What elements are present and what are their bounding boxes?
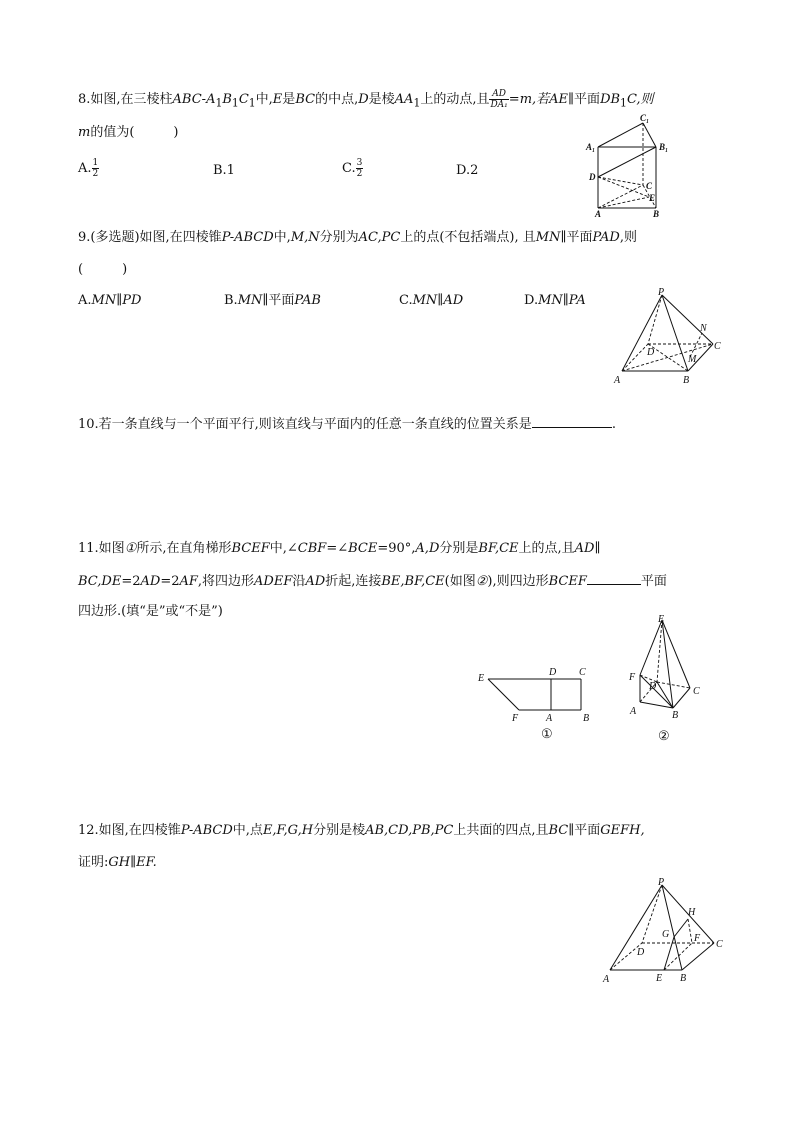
- q8-option-c[interactable]: [342, 158, 363, 179]
- q12-text: 分别是棱: [313, 823, 366, 838]
- q11-text: 平面: [640, 574, 667, 589]
- vertex-label-f: F: [694, 933, 701, 944]
- subscript: 1: [231, 96, 239, 110]
- q8-ratio-fraction: [489, 89, 508, 110]
- q8-math: m: [78, 125, 91, 140]
- q11-math: CBF: [297, 541, 327, 556]
- q8-text: 中,: [255, 92, 273, 107]
- q8-math: =m,若: [508, 92, 550, 107]
- hidden-edge: [688, 919, 692, 943]
- figure-caption-2: ②: [658, 728, 670, 743]
- answer-blank[interactable]: [532, 415, 612, 428]
- q11-math: A,D: [415, 541, 440, 556]
- q8-text: 8.如图,在三棱柱: [78, 92, 173, 107]
- vertex-label-h: H: [688, 907, 696, 918]
- vertex-label-e: E: [478, 673, 485, 684]
- vertex-label-c: C: [693, 686, 700, 697]
- subscript: 1: [413, 96, 421, 110]
- vertex-label-a: A: [614, 375, 621, 386]
- edge: [662, 295, 713, 344]
- option-fraction: [356, 158, 364, 179]
- vertex-label-e: E: [649, 193, 656, 203]
- vertex-label-d: D: [649, 681, 657, 692]
- vertex-label-a: A: [603, 974, 610, 985]
- vertex-label-p: P: [658, 877, 665, 888]
- subscript: 1: [248, 96, 256, 110]
- hidden-edge: [598, 177, 643, 185]
- q9-math: P-ABCD: [221, 230, 274, 245]
- vertex-label-c1: C₁: [640, 113, 650, 123]
- q9-option-a[interactable]: [78, 292, 141, 310]
- option-fraction: [92, 158, 100, 179]
- q11-text: (如图: [444, 574, 476, 589]
- q12-text: 证明:: [78, 855, 109, 870]
- q9-text: 分别为: [319, 230, 359, 245]
- option-label: D.2: [456, 163, 479, 178]
- q8-prism-figure: [585, 113, 685, 218]
- vertex-label-g: G: [662, 929, 670, 940]
- q12-line1: [78, 822, 645, 840]
- edge: [662, 885, 682, 970]
- option-math: PAB: [294, 293, 321, 308]
- q8-text: 上的动点,且: [420, 92, 490, 107]
- fraction-numerator: 3: [356, 158, 363, 168]
- option-math: MN∥AD: [412, 293, 464, 308]
- hidden-edge: [642, 885, 662, 943]
- q11-math: ①: [124, 541, 137, 556]
- q12-text: 12.如图,在四棱锥: [78, 823, 181, 838]
- q8-math: BC: [295, 92, 316, 107]
- edge: [682, 943, 714, 970]
- q8-math: C: [238, 92, 249, 107]
- q9-text: ∥平面: [560, 230, 593, 245]
- vertex-label-c: C: [716, 939, 723, 950]
- q11-figure-2: [627, 610, 712, 745]
- q11-text: =90°,: [377, 541, 416, 556]
- vertex-label-a1: A₁: [586, 142, 596, 152]
- vertex-label-e: E: [656, 973, 663, 984]
- q8-math: AA: [394, 92, 414, 107]
- q11-math: AD: [574, 541, 595, 556]
- option-text: ∥平面: [262, 293, 295, 308]
- option-label: A.: [78, 161, 92, 176]
- vertex-label-f: F: [512, 713, 519, 724]
- q11-text: 折起,连接: [325, 574, 382, 589]
- q8-text: 是棱: [368, 92, 395, 107]
- q11-text: ,将四边形: [197, 574, 255, 589]
- q12-text: ∥: [130, 855, 137, 870]
- vertex-label-a: A: [630, 706, 637, 717]
- q8-line2: [78, 124, 178, 142]
- edge: [662, 295, 688, 371]
- vertex-label-d: D: [637, 947, 645, 958]
- hidden-edge: [622, 344, 713, 371]
- q8-option-d[interactable]: [456, 162, 478, 180]
- q8-math: E: [272, 92, 283, 107]
- option-math: MN∥PD: [91, 293, 142, 308]
- vertex-label-c: C: [579, 667, 586, 678]
- q11-text: 11.如图: [78, 541, 125, 556]
- q11-text: 分别是: [439, 541, 479, 556]
- q11-math: BE,BF,CE: [381, 574, 445, 589]
- q8-text: 的值为( ): [90, 125, 179, 140]
- vertex-label-d: D: [549, 667, 557, 678]
- vertex-label-n: N: [700, 323, 707, 334]
- q8-option-a[interactable]: [78, 158, 99, 179]
- q9-text: ,则: [619, 230, 637, 245]
- q9-line2: [78, 261, 127, 279]
- fraction-denominator: DA₁: [490, 100, 508, 110]
- vertex-label-c: C: [714, 341, 721, 352]
- q11-text: =2: [121, 574, 141, 589]
- q9-math: AC,PC: [358, 230, 401, 245]
- vertex-label-b1: B₁: [659, 142, 669, 152]
- q8-math: C,则: [626, 92, 654, 107]
- option-label: A.: [78, 293, 92, 308]
- q11-text: =2: [160, 574, 180, 589]
- q8-line1: [78, 89, 654, 113]
- edge: [610, 885, 662, 970]
- edge: [673, 688, 690, 708]
- option-math: MN: [237, 293, 263, 308]
- q11-line1: [78, 540, 600, 558]
- q8-math: D: [358, 92, 369, 107]
- q11-math: ADEF: [254, 574, 293, 589]
- q11-math: AD: [305, 574, 326, 589]
- q11-text: =∠: [326, 541, 349, 556]
- hidden-edge: [598, 185, 643, 208]
- edge: [640, 620, 662, 675]
- q12-math: P-ABCD: [180, 823, 233, 838]
- q8-math: DB: [600, 92, 621, 107]
- q8-math: ABC-A: [172, 92, 216, 107]
- option-label: B.1: [213, 163, 235, 178]
- hidden-edge: [598, 197, 649, 208]
- hidden-edge: [622, 344, 648, 371]
- q8-math: B: [222, 92, 232, 107]
- vertex-label-b: B: [583, 713, 590, 724]
- vertex-label-b: B: [683, 375, 690, 386]
- q12-math: GEFH,: [600, 823, 645, 838]
- vertex-label-d: D: [589, 172, 596, 182]
- edge: [488, 679, 519, 710]
- hidden-edge: [648, 295, 662, 344]
- q9-pyramid-figure: [610, 287, 725, 387]
- edge: [643, 123, 656, 147]
- edge: [622, 295, 662, 371]
- q8-option-b[interactable]: [213, 162, 235, 180]
- q12-line2: [78, 854, 157, 872]
- q11-math: BCE: [348, 541, 378, 556]
- vertex-label-a: A: [546, 713, 553, 724]
- edge: [598, 123, 643, 147]
- vertex-label-m: M: [688, 354, 697, 365]
- q8-math: AE: [549, 92, 569, 107]
- q9-math: M,N: [290, 230, 320, 245]
- q10-line: [78, 415, 616, 434]
- q11-text: 沿: [292, 574, 306, 589]
- q11-text: ),则四边形: [487, 574, 549, 589]
- q11-line3: [78, 603, 223, 621]
- answer-blank[interactable]: [587, 572, 641, 585]
- q9-text: 上的点(不包括端点), 且: [400, 230, 536, 245]
- option-math: MN∥PA: [538, 293, 586, 308]
- vertex-label-b: B: [672, 710, 679, 721]
- vertex-label-c: C: [646, 181, 653, 191]
- q9-option-c[interactable]: [399, 292, 463, 310]
- edge: [674, 919, 688, 937]
- q11-math: BCEF: [231, 541, 270, 556]
- q11-text: 所示,在直角梯形: [136, 541, 232, 556]
- q12-pyramid-figure: [600, 875, 725, 985]
- q11-text: 上的点,且: [518, 541, 575, 556]
- q11-math: BF,CE: [478, 541, 519, 556]
- q12-math: GH: [108, 855, 131, 870]
- hidden-edge: [598, 177, 649, 197]
- subscript: 1: [215, 96, 223, 110]
- vertex-label-e: E: [658, 614, 665, 625]
- vertex-label-f: F: [629, 672, 636, 683]
- fraction-numerator: 1: [92, 158, 99, 168]
- q12-math: E,F,G,H: [262, 823, 314, 838]
- q8-text: 是: [282, 92, 296, 107]
- q12-text: 上共面的四点,且: [453, 823, 549, 838]
- option-label: C.: [399, 293, 413, 308]
- q9-text: 中,: [273, 230, 291, 245]
- q12-math: EF.: [136, 855, 157, 870]
- q9-math: PAD: [592, 230, 620, 245]
- answer-parentheses: ( ): [78, 262, 128, 277]
- option-label: C.: [342, 161, 356, 176]
- hidden-edge: [657, 682, 690, 688]
- q11-text: 四边形.(填“是”或“不是”): [78, 604, 223, 619]
- q10-text: .: [611, 417, 616, 432]
- q12-text: 中,点: [232, 823, 263, 838]
- q11-math: ②: [475, 574, 488, 589]
- q9-option-b[interactable]: [224, 292, 321, 310]
- q9-math: MN: [535, 230, 561, 245]
- q11-math: AD: [140, 574, 161, 589]
- figure-caption-1: ①: [541, 726, 553, 741]
- vertex-label-b: B: [653, 209, 660, 219]
- option-label: D.: [524, 293, 539, 308]
- q11-math: AF: [179, 574, 198, 589]
- subscript: 1: [620, 96, 627, 110]
- vertex-label-d: D: [647, 347, 655, 358]
- q9-text: 9.(多选题)如图,在四棱锥: [78, 230, 222, 245]
- q8-text: ∥平面: [568, 92, 601, 107]
- vertex-label-b: B: [680, 973, 687, 984]
- q9-line1: [78, 229, 637, 247]
- edge: [598, 147, 656, 177]
- q12-text: ∥平面: [568, 823, 601, 838]
- q10-text: 10.若一条直线与一个平面平行,则该直线与平面内的任意一条直线的位置关系是: [78, 417, 532, 432]
- q11-text: ∥: [594, 541, 601, 556]
- q11-text: 中,∠: [269, 541, 298, 556]
- fraction-denominator: 2: [92, 169, 99, 179]
- option-label: B.: [224, 293, 238, 308]
- fraction-denominator: 2: [356, 169, 363, 179]
- q12-math: AB,CD,PB,PC: [365, 823, 454, 838]
- vertex-label-p: P: [658, 287, 665, 298]
- q11-line2: [78, 572, 667, 591]
- q9-option-d[interactable]: [524, 292, 586, 310]
- q11-math: BCEF: [548, 574, 587, 589]
- q12-math: BC: [548, 823, 569, 838]
- q11-math: BC,DE: [78, 574, 122, 589]
- vertex-label-a: A: [595, 209, 602, 219]
- q11-figure-1: [476, 663, 601, 743]
- q8-text: 的中点,: [315, 92, 359, 107]
- fraction-numerator: AD: [489, 89, 508, 100]
